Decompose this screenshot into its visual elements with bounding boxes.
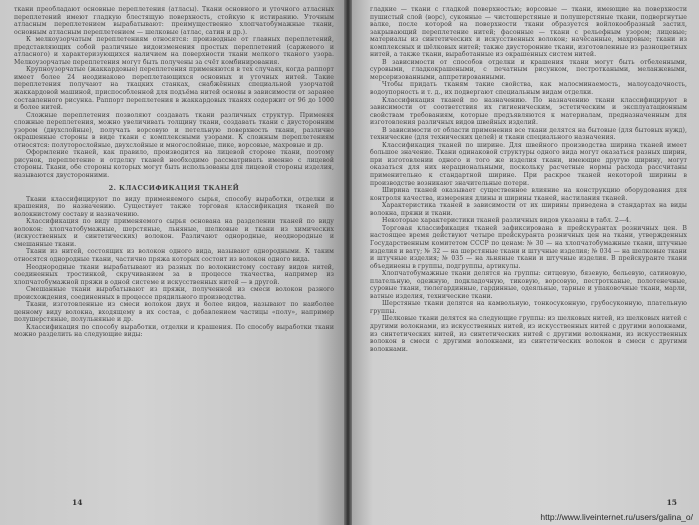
paragraph: Классификация по виду применяемого сырья основана на разделении тканей по виду волокон: хлопчатобумажные, шерстяные, льняные, шелковые и ткани из химических (искусственных и синтетических) волокон. Различают однородные, неоднородные и смешанные ткани.: [14, 218, 334, 248]
right-page: [352, 0, 699, 525]
paragraph: Шерстяные ткани делятся на камвольную, тонкосуконную, грубосуконную, плательную группы.: [370, 300, 687, 315]
paragraph: Классификация тканей по ширине. Для швейного производства ширина тканей имеет большое значение. Ткани одинаковой структуры одного вида могут оказаться разных ширин, при изготовлении одного и того же изделия ткани, имеющие другую ширину, могут оказаться для них нерациональными, поскольку расчетные нормы расхода рассчитаны применительно к стандартной ширине. При раскрое тканей некоторой ширины в производстве возникают значительные потери.: [370, 141, 687, 187]
paragraph: В зависимости от области применения все ткани делятся на бытовые (для бытовых нужд), технические (для технических целей) и ткани специального назначения.: [370, 126, 687, 142]
paragraph: Хлопчатобумажные ткани делятся на группы: ситцевую, бязевую, бельевую, сатиновую, плательную, одежную, подкладочную, тиковую, ворсовую, пестротканые, полотенечные, суровые ткани, тюлегардинные, гардинные, одеяльные, тарные и упаковочные ткани, марли, ватные изделия, технические ткани.: [370, 270, 687, 300]
left-page: [0, 0, 344, 525]
paragraph: ткани преобладают основные переплетения (атласы). Ткани основного и уточного атласных переплетений имеют гладкую блестящую поверхность, стойкую к истиранию. Уточным атласным переплетением вырабатывают: преимущественно хлопчатобумажные ткани, основным атласным переплетением — шелковые (атлас, сатин и др.).: [14, 6, 334, 36]
paragraph: гладкие — ткани с гладкой поверхностью; ворсовые — ткани, имеющие на поверхности пушистый слой (ворс), суконные — чистошерстяные и полушерстяные ткани, подвергнутые валке, после которой на поверхности ткани образуется войлокообразный застил, закрывающий переплетение нитей; фасонные — ткани с рельефным узором; лицевые; материалы из синтетических и искусственных волокон; начёсанные, махровые; ткани из комплексных и шёлковых нитей; также двусторонние ткани, изготовленные из разноцветных нитей, а также ткани, выработанные из окрашенных систем нитей.: [370, 6, 687, 59]
paragraph: К мелкоузорчатым переплетениям относятся: производные от главных переплетений, представляющих собой различные видоизменения простых переплетений (саржевого и атласного) и характеризующихся наличием на поверхности ткани мелкого тканого узора. Мелкоузорчатые переплетения могут быть получены за счёт комбинирования.: [14, 36, 334, 66]
left-page-text: [14, 6, 334, 339]
paragraph: Ткани из нитей, состоящих из волокон одного вида, называют однородными. К таким относятся однородные ткани, частично пряжа которых состоит из волокон одного вида.: [14, 248, 334, 263]
section-heading: 2. КЛАССИФИКАЦИЯ ТКАНЕЙ: [108, 183, 240, 192]
paragraph: Шелковые ткани делятся на следующие группы: из шелковых нитей, из шелковых нитей с другими волокнами, из искусственных нитей, из искусственных нитей с другими волокнами, из синтетических нитей, из синтетических нитей с другими волокнами, из искусственных волокон в смеси с другими волокнами, из синтетических волокон в смеси с другими волокнами.: [370, 315, 687, 353]
paragraph: Некоторые характеристики тканей различных видов указаны в табл. 2—4.: [382, 217, 632, 225]
right-page-text: [370, 6, 687, 353]
paragraph: Неоднородные ткани вырабатывают из разных по волокнистому составу видов нитей, соединенных тростинкой, скручиванием за в процессе ткачества, например из хлопчатобумажной пряжи в одной системе и искусственных нитей — в другой.: [14, 263, 334, 286]
paragraph: В зависимости от способов отделки и крашения ткани могут быть отбеленными, суровыми, гладкокрашеными, с печатным рисунком, пестроткаными, меланжевыми, мерсеризованными, аппретированными.: [370, 58, 687, 81]
page-number: 14: [72, 498, 83, 507]
paragraph: Классификация по способу выработки, отделки и крашения. По способу выработки ткани можно разделить на следующие виды:: [14, 323, 334, 339]
paragraph: Ширина тканей оказывает существенное влияние на конструкцию оборудования для контроля качества, измерения длины и ширины тканей, настилания тканей.: [370, 187, 687, 202]
paragraph: Классификация тканей по назначению. По назначению ткани классифицируют в зависимости от соответствия их гигиеническим, эстетическим и эксплуатационным свойствам требованиям, которые предъявляются к материалам, предназначенным для изготовления различных видов швейных изделий.: [370, 96, 687, 127]
watermark-url: http://www.liveinternet.ru/users/galina_o/: [540, 512, 693, 522]
page-number: 15: [666, 498, 677, 507]
paragraph: Смешанные ткани вырабатывают из пряжи, полученной из смеси волокон разного происхождения, соединенных в процессе прядильного производства.: [14, 286, 334, 301]
paragraph: Чтобы придать тканям такие свойства, как малосминаемость, малоусадочность, водоупорность и т. д., их подвергают специальным видам отделки.: [370, 81, 687, 97]
paragraph: Крупноузорчатые (жаккардовые) переплетения применяются в тех случаях, когда раппорт имеет более 24 неодинаково переплетающихся основных и уточных нитей. Такие переплетения получают на ткацких станках, снабжённых специальной узорчатой жаккардовой машиной, приспособленной для подъёма нитей основы в зависимости от заранее составленного рисунка. Раппорт переплетения в жаккардовых тканях содержит от 96 до 1000 и более нитей.: [14, 66, 334, 112]
paragraph: Характеристика тканей в зависимости от их ширины приведена в стандартах на виды волокна, пряжи и ткани.: [370, 202, 687, 217]
paragraph: Сложные переплетения позволяют создавать ткани различных структур. Применяя сложные переплетения, можно увеличивать толщину ткани, создавать ткани с двусторонним узором (двухслойные), получать ворсовую и петельную поверхность ткани, различно окрашенные стороны в виде ткани с комплексными узорами. К сложным переплетениям относятся: полуторослойные, двухслойные и многослойные, пике, ворсовые, махровые и др.: [14, 111, 334, 149]
paragraph: Ткани классифицируют по виду применяемого сырья, способу выработки, отделки и крашения, по назначению. Существует также торговая классификация тканей по волокнистому составу и назначению.: [14, 195, 334, 218]
paragraph: Торговая классификация тканей зафиксирована в прейскурантах розничных цен. В настоящее время действуют четыре прейскуранта розничных цен на ткани, утвержденных Государственным комитетом СССР по ценам: № 30 — на хлопчатобумажные ткани, штучные изделия и вату; № 32 — на шерстяные ткани и штучные изделия; № 034 — на шелковые ткани и штучные изделия; № 035 — на льняные ткани и штучные изделия. В прейскуранте ткани объединены в группы, подгруппы, артикулы.: [370, 224, 687, 270]
paragraph: Ткани, изготовленные из смеси волокон двух и более видов, называют по наиболее ценному виду волокна, входящему в их состав, с добавлением частицы «полу», например полушерстяные, полульняные и др.: [14, 301, 334, 324]
paragraph: Оформление тканей, как правило, производится на лицевой стороне ткани, поэтому рисунок, переплетение и отделку тканей необходимо рассматривать именно с лицевой стороны. Ткани, обе стороны которых могут быть использованы для лицевой стороны изделия, называются двусторонними.: [14, 149, 334, 180]
book-spine: [344, 0, 352, 525]
